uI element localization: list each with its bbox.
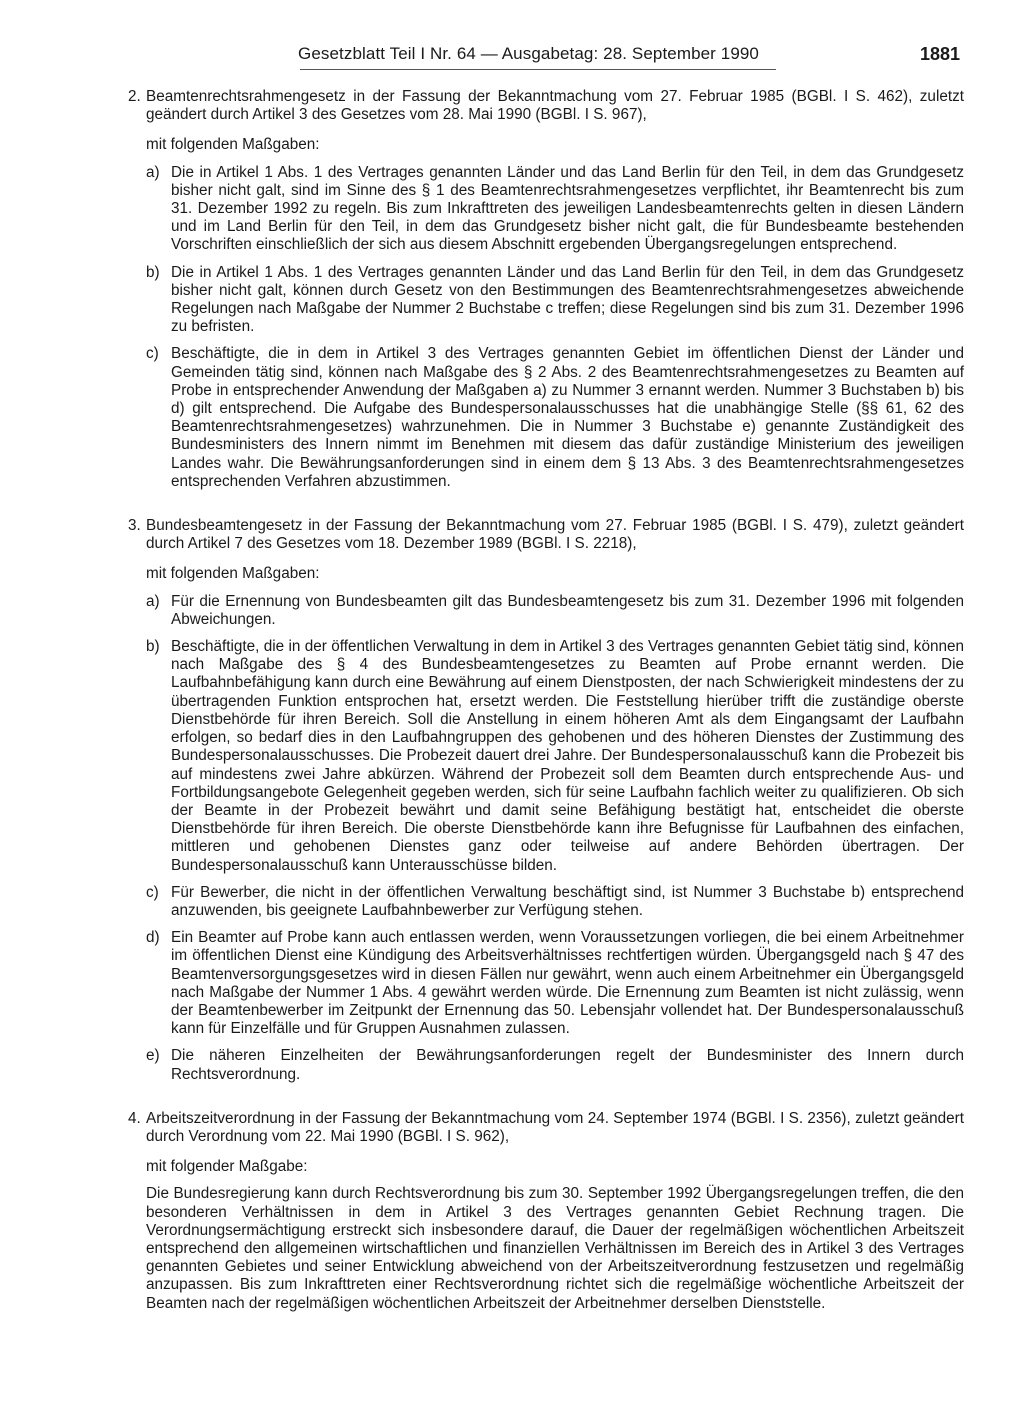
item-text: Die in Artikel 1 Abs. 1 des Vertrages genannten Länder und das Land Berlin für den Teil, in dem das Grundgesetz bisher nicht galt, sind im Sinne des § 1 des Beamtenrechtsrahmengesetzes verpflichtet, ihr Beamtenrecht bis zum 31. Dezember 1992 zu regeln. Bis zum Inkrafttreten des jeweiligen Landesbeamtenrechts gelten in diesen Ländern und im Land Berlin für den Teil, in dem das Grundgesetz bisher nicht galt, die für Bundesbeamte bestehenden Vorschriften einschließlich der sich aus diesem Abschnitt ergebenden Übergangsregelungen entsprechend.	[171, 163, 964, 254]
list-item	[146, 1047, 964, 1083]
section-intro: Bundesbeamtengesetz in der Fassung der Bekanntmachung vom 27. Februar 1985 (BGBl. I S. 479), zuletzt geändert durch Artikel 7 des Gesetzes vom 18. Dezember 1989 (BGBl. I S. 2218),	[146, 517, 964, 553]
document-body	[118, 88, 964, 1319]
list-item	[146, 884, 964, 920]
list-item	[146, 929, 964, 1038]
section-4	[118, 1110, 964, 1313]
section-intro: Beamtenrechtsrahmengesetz in der Fassung der Bekanntmachung vom 27. Februar 1985 (BGBl. I S. 462), zuletzt geändert durch Artikel 3 des Gesetzes vom 28. Mai 1990 (BGBl. I S. 967),	[146, 88, 964, 124]
item-text: Beschäftigte, die in der öffentlichen Verwaltung in dem in Artikel 3 des Vertrages genannten Gebiet tätig sind, können nach Maßgabe des § 4 des Bundesbeamtengesetzes zu Beamten auf Probe ernannt werden. Die Laufbahnbefähigung kann durch eine Bewährung auf einem Dienstposten, der nach Schwierigkeit mindestens der zu übertragenden Funktion entsprochen hat, ersetzt werden. Die Feststellung hierüber trifft die zuständige oberste Dienstbehörde für ihren Bereich. Soll die Anstellung in einem höheren Amt als dem Eingangsamt der Laufbahn erfolgen, so bedarf dies in den Laufbahngruppen des gehobenen und des höheren Dienstes der Zustimmung des Bundespersonalausschusses. Die Probezeit dauert drei Jahre. Der Bundespersonalausschuß kann die Probezeit bis auf mindestens zwei Jahre abkürzen. Während der Probezeit soll dem Beamten durch entsprechende Aus- und Fortbildungsangebote Gelegenheit gegeben werden, sich für seine Laufbahn fachlich weiter zu qualifizieren. Ob sich der Beamte in der Probezeit bewährt und damit seine Befähigung bestätigt hat, entscheidet die oberste Dienstbehörde für ihren Bereich. Die oberste Dienstbehörde kann ihre Befugnisse für Laufbahnen des einfachen, mittleren und gehobenen Dienstes ganz oder teilweise auf andere Behörden übertragen. Der Bundespersonalausschuß kann Unterausschüsse bilden.	[171, 638, 964, 874]
section-provisos-label: mit folgenden Maßgaben:	[146, 565, 320, 583]
list-item	[146, 164, 964, 255]
item-text: Beschäftigte, die in dem in Artikel 3 des Vertrages genannten Gebiet im öffentlichen Dienst der Länder und Gemeinden tätig sind, können nach Maßgabe des § 2 Abs. 2 des Beamtenrechtsrahmengesetzes zu Beamten auf Probe in entsprechender Anwendung der Maßgaben a) zu Nummer 3 ernannt werden. Nummer 3 Buchstaben b) bis d) gilt entsprechend. Die Aufgabe des Bundespersonalausschusses hat die unabhängige Stelle (§§ 61, 62 des Beamtenrechtsrahmengesetzes) wahrzunehmen. Die in Nummer 3 Buchstabe e) genannte Zuständigkeit des Bundesministers des Innern nimmt im Benehmen mit diesem das dafür zuständige Ministerium des jeweiligen Landes wahr. Die Bewährungsanforderungen sind in einem dem § 13 Abs. 3 des Beamtenrechtsrahmengesetzes entsprechenden Verfahren abzustimmen.	[171, 345, 964, 490]
item-text: Für die Ernennung von Bundesbeamten gilt das Bundesbeamtengesetz bis zum 31. Dezember 1996 mit folgenden Abweichungen.	[171, 592, 964, 628]
item-text: Ein Beamter auf Probe kann auch entlassen werden, wenn Voraussetzungen vorliegen, die bei einem Arbeitnehmer im öffentlichen Dienst eine Kündigung des Arbeitsverhältnisses rechtfertigen würden. Übergangsgeld nach § 47 des Beamtenversorgungsgesetzes wird in diesen Fällen nur gewährt, wenn auch einem Arbeitnehmer ein Übergangsgeld nach Maßgabe der Nummer 1 Abs. 4 gewährt werden würde. Die Ernennung zum Beamten ist nicht zulässig, wenn der Beamtenbewerber im Zeitpunkt der Ernennung das 50. Lebensjahr vollendet hat. Der Bundespersonalausschuß kann für Einzelfälle und für Gruppen Ausnahmen zulassen.	[171, 929, 964, 1038]
item-letter: c)	[146, 345, 159, 363]
section-provisos-label: mit folgenden Maßgaben:	[146, 136, 320, 154]
item-letter: a)	[146, 163, 160, 181]
item-letter: b)	[146, 638, 160, 656]
item-letter: a)	[146, 592, 160, 610]
gazette-header-title: Gesetzblatt Teil I Nr. 64 — Ausgabetag: 28. September 1990	[298, 44, 759, 63]
section-provisos-label: mit folgender Maßgabe:	[146, 1158, 308, 1176]
list-item	[146, 345, 964, 491]
item-text: Die näheren Einzelheiten der Bewährungsanforderungen regelt der Bundesminister des Innern durch Rechtsverordnung.	[171, 1047, 964, 1083]
item-letter: d)	[146, 929, 160, 947]
section-number: 4.	[128, 1109, 141, 1127]
list-item	[146, 593, 964, 629]
header-rule	[300, 69, 776, 70]
section-body-paragraph: Die Bundesregierung kann durch Rechtsverordnung bis zum 30. September 1992 Übergangsregelungen treffen, die den besonderen Verhältnissen in dem in Artikel 3 des Vertrages genannten Gebiet Rechnung tragen. Die Verordnungsermächtigung erstreckt sich insbesondere darauf, die Dauer der regelmäßigen wöchentlichen Arbeitszeit entsprechend den allgemeinen wirtschaftlichen und finanziellen Verhältnissen im Bereich des in Artikel 3 des Vertrages genannten Gebietes und seiner Entwicklung abweichend von der Arbeitszeitverordnung festzusetzen und regelmäßig anzupassen. Bis zum Inkrafttreten einer Rechtsverordnung richtet sich die regelmäßige wöchentliche Arbeitszeit der Beamten nach der regelmäßigen wöchentlichen Arbeitszeit der Arbeitnehmer derselben Dienststelle.	[146, 1185, 964, 1312]
section-number: 2.	[128, 88, 141, 105]
item-letter: b)	[146, 263, 160, 281]
list-item	[146, 264, 964, 337]
list-item	[146, 638, 964, 875]
section-intro: Arbeitszeitverordnung in der Fassung der Bekanntmachung vom 24. September 1974 (BGBl. I S. 2356), zuletzt geändert durch Verordnung vom 22. Mai 1990 (BGBl. I S. 962),	[146, 1109, 964, 1145]
page-header	[0, 44, 1024, 74]
item-letter: e)	[146, 1047, 160, 1065]
section-3	[118, 517, 964, 1084]
item-letter: c)	[146, 883, 159, 901]
section-number: 3.	[128, 517, 141, 535]
page-number: 1881	[920, 44, 961, 64]
item-text: Die in Artikel 1 Abs. 1 des Vertrages genannten Länder und das Land Berlin für den Teil, in dem das Grundgesetz bisher nicht galt, können durch Gesetz von den Bestimmungen des Beamtenrechtsrahmengesetzes abweichende Regelungen nach Maßgabe der Nummer 2 Buchstabe c treffen; diese Regelungen sind bis zum 31. Dezember 1996 zu befristen.	[171, 263, 964, 336]
item-text: Für Bewerber, die nicht in der öffentlichen Verwaltung beschäftigt sind, ist Nummer 3 Buchstabe b) entsprechend anzuwenden, bis geeignete Laufbahnbewerber zur Verfügung stehen.	[171, 883, 964, 919]
section-2	[118, 88, 964, 491]
